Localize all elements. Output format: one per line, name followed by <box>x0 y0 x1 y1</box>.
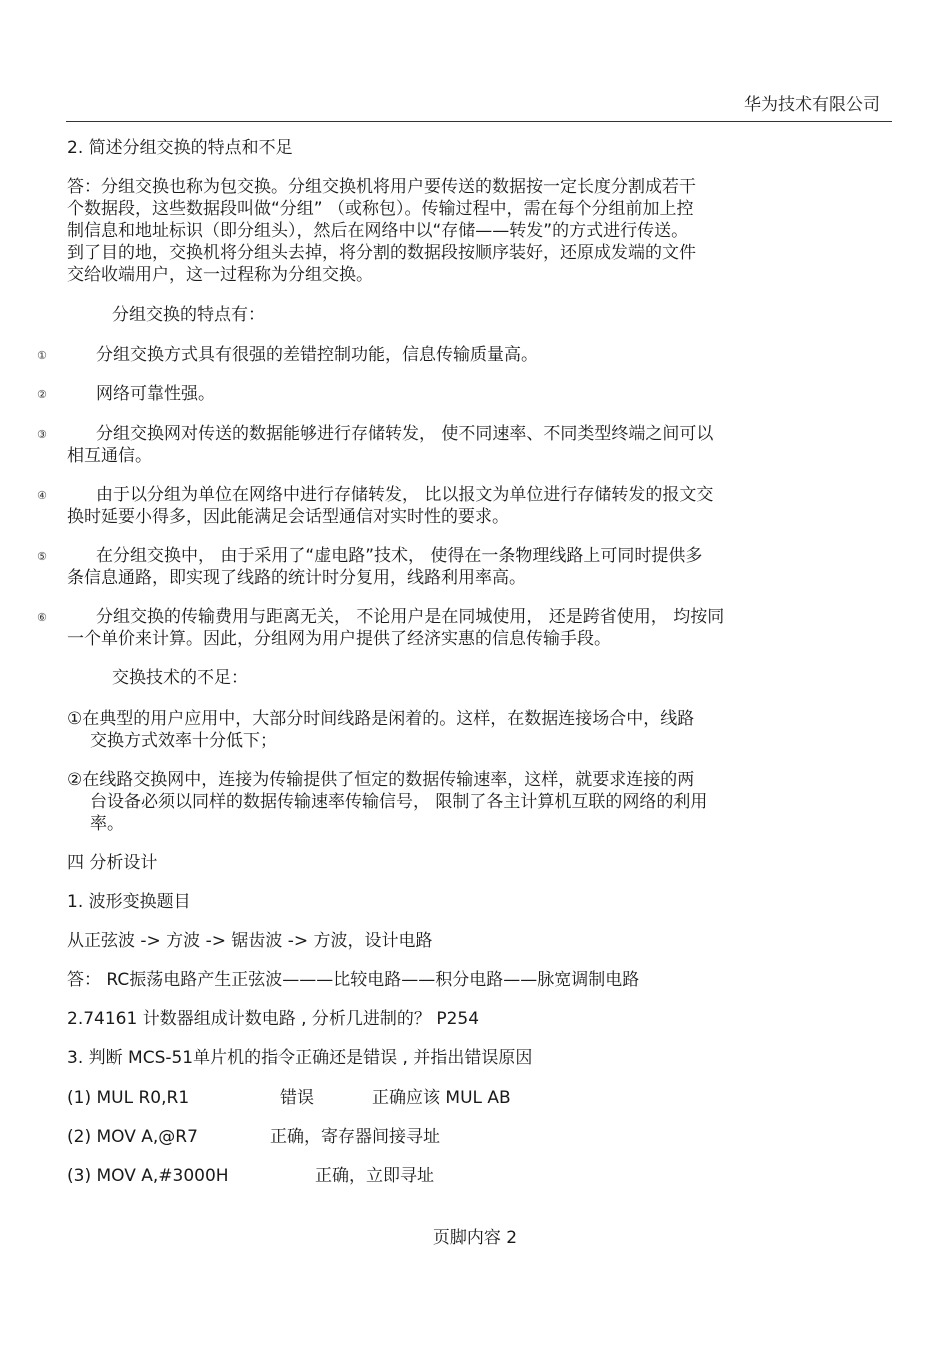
question-2-title: 2. 简述分组交换的特点和不足 <box>67 138 293 158</box>
question-1-text: 从正弦波 -> 方波 -> 锯齿波 -> 方波，设计电路 <box>67 931 433 951</box>
feature-line: 在分组交换中， 由于采用了“虚电路”技术， 使得在一条物理线路上可同时提供多 <box>96 546 703 566</box>
feature-line: 分组交换网对传送的数据能够进行存储转发， 使不同速率、不同类型终端之间可以 <box>96 424 714 444</box>
instruction-verdict: 正确，立即寻址 <box>315 1166 434 1186</box>
question-1-title: 1. 波形变换题目 <box>67 892 191 912</box>
shortcomings-heading: 交换技术的不足： <box>112 668 248 688</box>
answer-line: 制信息和地址标识（即分组头），然后在网络中以“存储——转发”的方式进行传送。 <box>67 221 689 241</box>
feature-line: 网络可靠性强。 <box>96 384 215 404</box>
instruction-verdict: 错误 <box>280 1088 314 1108</box>
answer-line: 个数据段，这些数据段叫做“分组” （或称包）。传输过程中，需在每个分组前加上控 <box>67 199 694 219</box>
instruction-verdict: 正确，寄存器间接寻址 <box>270 1127 440 1147</box>
instruction-code: (1) MUL R0,R1 <box>67 1088 190 1108</box>
shortcoming-line: 台设备必须以同样的数据传输速率传输信号， 限制了各主计算机互联的网络的利用 <box>90 792 708 812</box>
feature-marker: ① <box>37 349 47 362</box>
instruction-code: (2) MOV A,@R7 <box>67 1127 198 1147</box>
feature-line: 分组交换的传输费用与距离无关， 不论用户是在同城使用， 还是跨省使用， 均按同 <box>96 607 725 627</box>
header-rule <box>66 121 892 122</box>
instruction-code: (3) MOV A,#3000H <box>67 1166 229 1186</box>
company-name: 华为技术有限公司 <box>744 95 880 115</box>
answer-line: 到了目的地，交换机将分组头去掉，将分割的数据段按顺序装好，还原成发端的文件 <box>67 243 696 263</box>
section-4-title: 四 分析设计 <box>67 853 158 873</box>
feature-line: 相互通信。 <box>67 446 152 466</box>
shortcoming-line: ①在典型的用户应用中，大部分时间线路是闲着的。这样，在数据连接场合中，线路 <box>67 709 695 729</box>
shortcoming-line: 率。 <box>90 814 124 834</box>
feature-line: 由于以分组为单位在网络中进行存储转发， 比以报文为单位进行存储转发的报文交 <box>96 485 714 505</box>
shortcoming-line: 交换方式效率十分低下； <box>90 731 277 751</box>
shortcoming-line: ②在线路交换网中，连接为传输提供了恒定的数据传输速率，这样，就要求连接的两 <box>67 770 695 790</box>
question-2-counter: 2.74161 计数器组成计数电路 , 分析几进制的？ P254 <box>67 1009 480 1029</box>
feature-marker: ③ <box>37 428 47 441</box>
question-1-answer: 答： RC振荡电路产生正弦波———比较电路——积分电路——脉宽调制电路 <box>67 970 640 990</box>
answer-line: 答：分组交换也称为包交换。分组交换机将用户要传送的数据按一定长度分割成若干 <box>67 177 696 197</box>
feature-marker: ② <box>37 388 47 401</box>
feature-line: 条信息通路，即实现了线路的统计时分复用，线路利用率高。 <box>67 568 526 588</box>
feature-line: 换时延要小得多，因此能满足会话型通信对实时性的要求。 <box>67 507 509 527</box>
feature-line: 一个单价来计算。因此，分组网为用户提供了经济实惠的信息传输手段。 <box>67 629 611 649</box>
answer-line: 交给收端用户，这一过程称为分组交换。 <box>67 265 373 285</box>
feature-marker: ④ <box>37 489 47 502</box>
feature-line: 分组交换方式具有很强的差错控制功能，信息传输质量高。 <box>96 345 538 365</box>
features-heading: 分组交换的特点有： <box>112 305 265 325</box>
instruction-note: 正确应该 MUL AB <box>372 1088 511 1108</box>
feature-marker: ⑤ <box>37 550 47 563</box>
page-footer: 页脚内容 2 <box>432 1228 518 1248</box>
question-3-title: 3. 判断 MCS-51单片机的指令正确还是错误 , 并指出错误原因 <box>67 1048 533 1068</box>
feature-marker: ⑥ <box>37 611 47 624</box>
